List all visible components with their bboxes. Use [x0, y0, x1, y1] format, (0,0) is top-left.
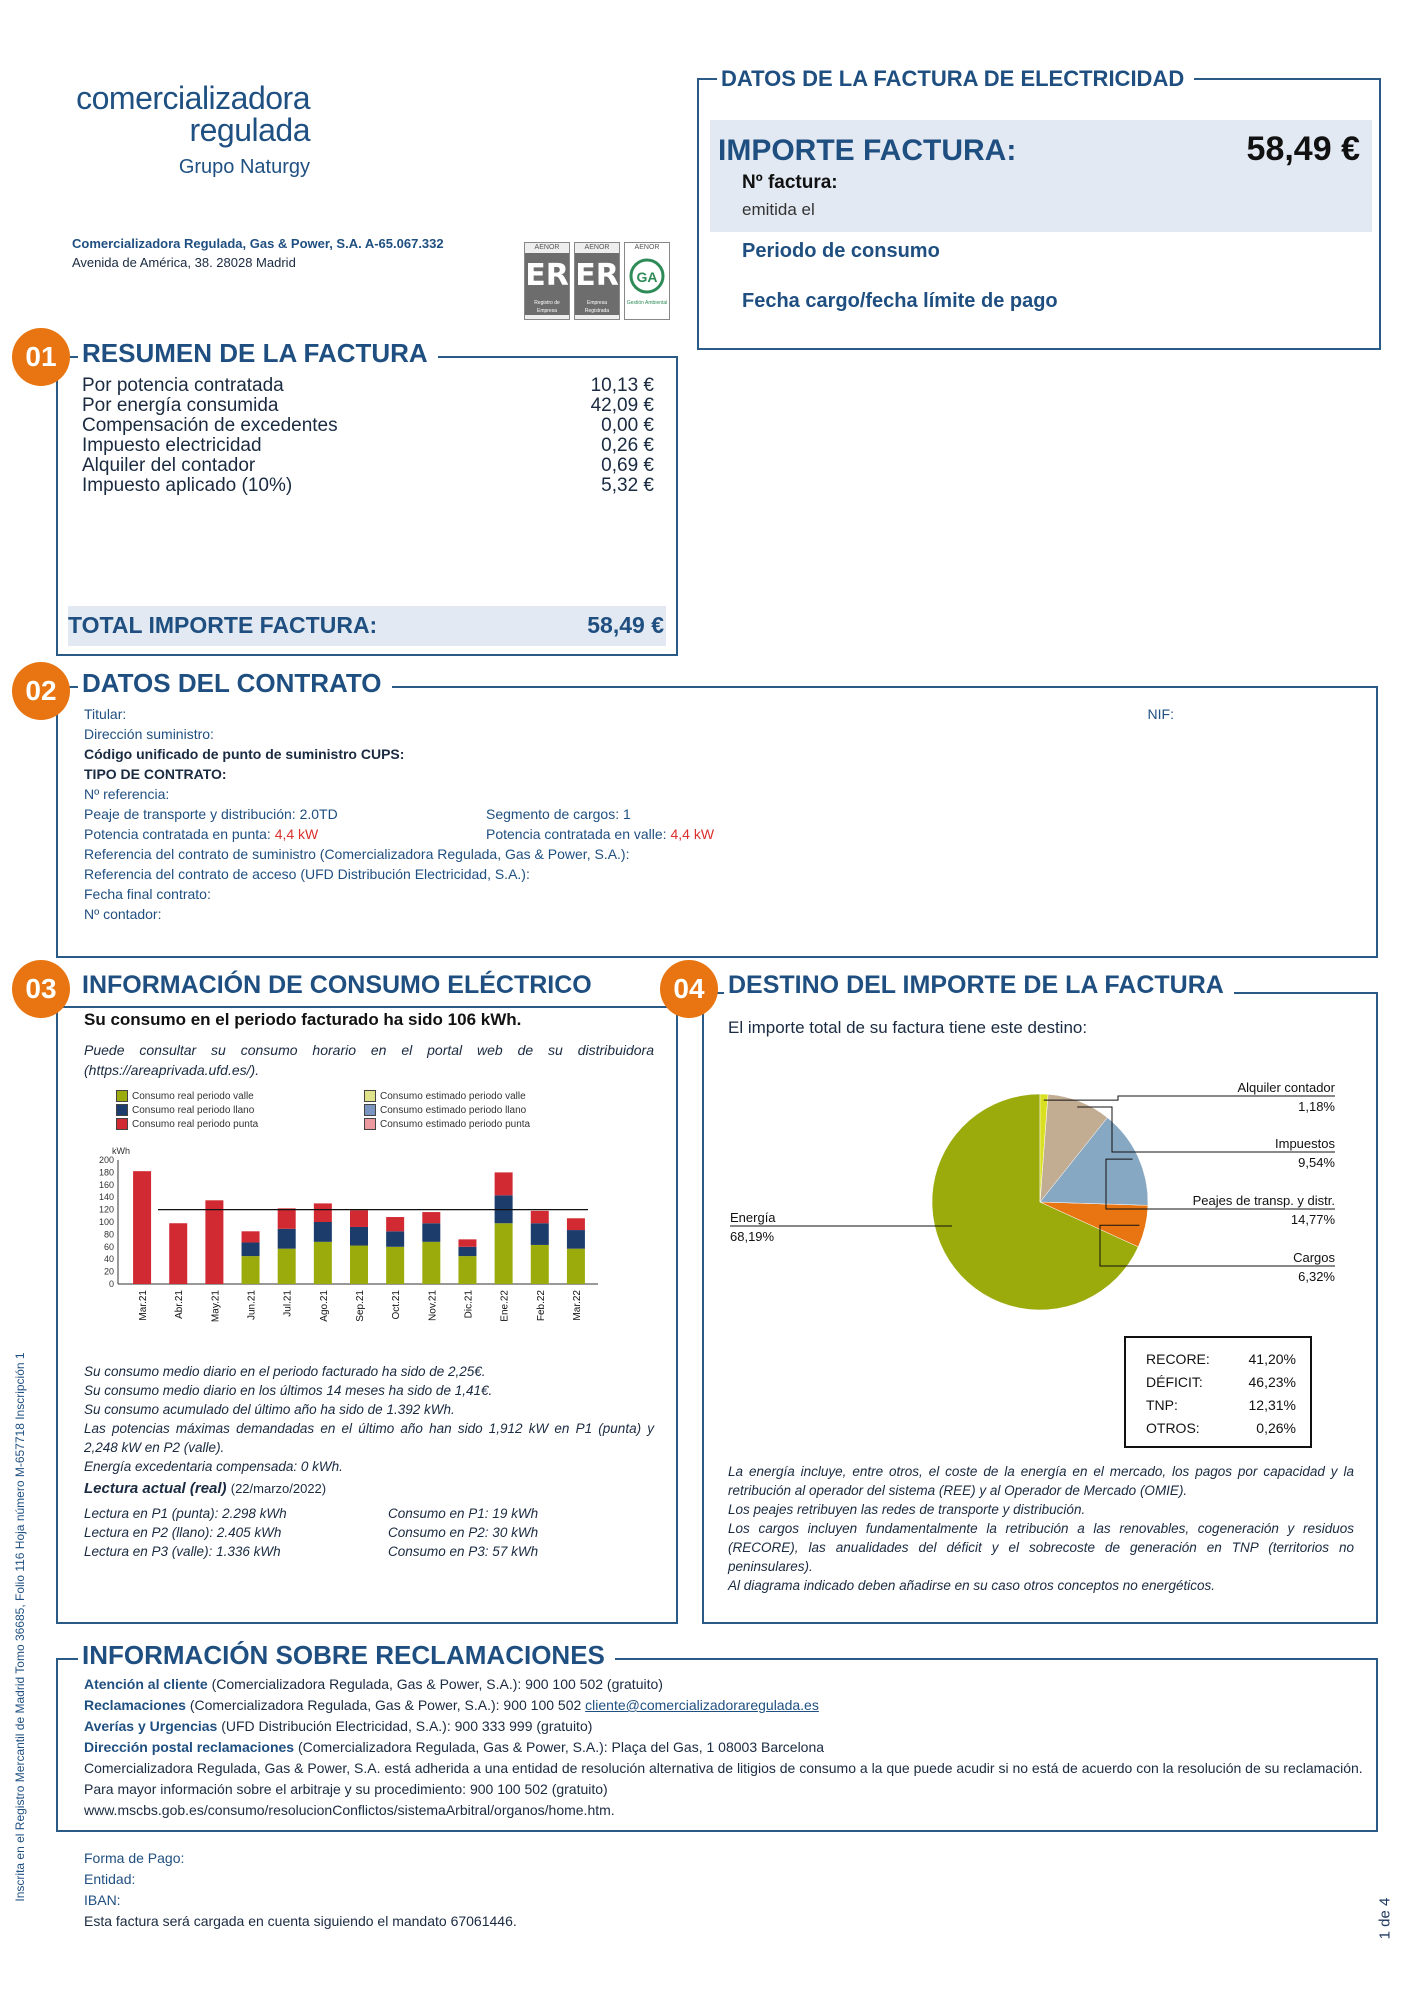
destination-pie-chart — [720, 1070, 1370, 1340]
bar-segment — [422, 1212, 440, 1223]
stat-line: Su consumo medio diario en el periodo facturado ha sido de 2,25€. — [84, 1364, 486, 1379]
legend-item: Consumo real periodo llano — [116, 1104, 364, 1118]
x-tick-label: Mar.21 — [138, 1290, 150, 1321]
reference-label: Nº referencia: — [84, 786, 170, 802]
bar-segment — [278, 1208, 296, 1228]
bar-segment — [278, 1229, 296, 1249]
bar-segment — [495, 1223, 513, 1284]
pie-value: 9,54% — [1298, 1155, 1335, 1170]
meter-number-label: Nº contador: — [84, 906, 162, 922]
supply-contract-ref: Referencia del contrato de suministro (Comercializadora Regulada, Gas & Power, S.A.): — [84, 846, 630, 862]
contract-end-label: Fecha final contrato: — [84, 886, 211, 902]
valley-power-label: Potencia contratada en valle: — [486, 826, 671, 842]
pie-label: Alquiler contador — [1237, 1080, 1335, 1095]
payment-details — [84, 1848, 517, 1932]
legend-item: Consumo real periodo punta — [116, 1118, 364, 1132]
section-badge-03: 03 — [12, 960, 70, 1018]
x-tick-label: Feb.22 — [535, 1290, 547, 1322]
x-tick-label: Sep.21 — [355, 1290, 366, 1322]
iban-label: IBAN: — [84, 1892, 121, 1908]
arbitration-text: Comercializadora Regulada, Gas & Power, S.A. está adherida a una entidad de resolución alternativa de litigios de consumo a la que puede acudir si no está de acuerdo con la resolución de su reclamación. Para mayor información sobre el arbitraje y su procedimiento: 900 100 502 (gratuito) — [84, 1760, 1363, 1797]
x-tick-label: Oct.21 — [391, 1290, 403, 1320]
peak-power-label: Potencia contratada en punta: — [84, 826, 275, 842]
contract-type-label: TIPO DE CONTRATO: — [84, 766, 227, 782]
x-tick-label: Ene.22 — [499, 1290, 511, 1322]
consumption-period-label: Periodo de consumo — [742, 240, 940, 262]
consumption-by-period — [388, 1504, 538, 1561]
recore-table — [1124, 1336, 1312, 1448]
x-tick-label: May.21 — [210, 1290, 222, 1323]
reading-title: Lectura actual (real) (22/marzo/2022) — [84, 1480, 327, 1497]
recore-row: DÉFICIT: 46,23% — [1146, 1374, 1296, 1390]
summary-items — [82, 376, 654, 496]
bar-segment — [314, 1203, 332, 1222]
summary-total-label: TOTAL IMPORTE FACTURA: — [68, 612, 378, 638]
valley-power-value: 4,4 kW — [670, 826, 715, 842]
bar-segment — [386, 1247, 404, 1284]
bar-segment — [458, 1239, 476, 1246]
legend-swatch-real-valle — [116, 1090, 128, 1102]
bar-segment — [242, 1231, 260, 1242]
payment-method-label: Forma de Pago: — [84, 1850, 185, 1866]
legend-item: Consumo estimado periodo valle — [364, 1090, 530, 1104]
bar-segment — [242, 1256, 260, 1284]
brand-line-1: comercializadora — [76, 80, 310, 116]
consumption-headline: Su consumo en el periodo facturado ha sido 106 kWh. — [84, 1010, 522, 1029]
recore-row: OTROS: 0,26% — [1146, 1420, 1296, 1436]
bar-segment — [386, 1231, 404, 1247]
summary-row: Impuesto electricidad 0,26 € — [82, 435, 654, 456]
bar-segment — [458, 1256, 476, 1284]
legend-swatch-real-llano — [116, 1104, 128, 1116]
y-tick-label: 100 — [98, 1217, 114, 1227]
note-line: Al diagrama indicado deben añadirse en su caso otros conceptos no energéticos. — [728, 1578, 1216, 1593]
bar-segment — [458, 1247, 476, 1256]
consumption-consult-note: Puede consultar su consumo horario en el portal web de su distribuidora (https://areaprivada.ufd.es/). — [84, 1042, 654, 1078]
pie-label: Cargos — [1293, 1250, 1335, 1265]
y-tick-label: 40 — [103, 1254, 114, 1265]
summary-row: Impuesto aplicado (10%) 5,32 € — [82, 475, 654, 496]
consumption-line: Consumo en P1: 19 kWh — [388, 1506, 539, 1521]
bar-segment — [495, 1172, 513, 1195]
bar-segment — [567, 1230, 585, 1249]
legend-item: Consumo real periodo valle — [116, 1090, 364, 1104]
access-contract-ref: Referencia del contrato de acceso (UFD Distribución Electricidad, S.A.): — [84, 866, 530, 882]
stat-line: Su consumo medio diario en los últimos 14 meses ha sido de 1,41€. — [84, 1383, 493, 1398]
summary-row: Por potencia contratada 10,13 € — [82, 375, 654, 396]
legend-swatch-est-valle — [364, 1090, 376, 1102]
summary-row: Por energía consumida 42,09 € — [82, 395, 654, 416]
y-tick-label: 80 — [103, 1229, 114, 1240]
bar-segment — [242, 1242, 260, 1256]
consumption-bar-chart — [80, 1134, 620, 1354]
reading-line: Lectura en P2 (llano): 2.405 kWh — [84, 1525, 282, 1540]
bar-segment — [350, 1210, 368, 1227]
note-line: La energía incluye, entre otros, el coste de la energía en el mercado, los pagos por capacidad y la retribución al operador del sistema (REE) y al Operador de Mercado (OMIE). — [728, 1464, 1354, 1498]
y-tick-label: 0 — [108, 1279, 114, 1289]
stat-line: Energía excedentaria compensada: 0 kWh. — [84, 1459, 343, 1474]
invoice-amount-label: IMPORTE FACTURA: — [718, 134, 1017, 167]
x-tick-label: Dic.21 — [463, 1290, 475, 1319]
x-tick-label: Jul.21 — [282, 1290, 294, 1317]
pie-value: 6,32% — [1298, 1269, 1335, 1284]
claims-title: INFORMACIÓN SOBRE RECLAMACIONES — [78, 1640, 615, 1670]
pie-value: 1,18% — [1298, 1099, 1335, 1114]
bar-segment — [133, 1171, 151, 1284]
brand-line-2: regulada — [189, 112, 310, 148]
arbitration-url: www.mscbs.gob.es/consumo/resolucionConflictos/sistemaArbitral/organos/home.htm. — [84, 1802, 615, 1818]
section-badge-01: 01 — [12, 328, 70, 386]
legend-item: Consumo estimado periodo punta — [364, 1118, 530, 1132]
pie-leader-line — [1044, 1096, 1335, 1100]
x-tick-label: Mar.22 — [571, 1290, 583, 1321]
consumption-title: INFORMACIÓN DE CONSUMO ELÉCTRICO — [78, 970, 602, 1000]
destination-notes — [728, 1462, 1354, 1595]
legend-item: Consumo estimado periodo llano — [364, 1104, 530, 1118]
contract-title: DATOS DEL CONTRATO — [78, 668, 392, 698]
supply-address-label: Dirección suministro: — [84, 726, 214, 742]
section-badge-02: 02 — [12, 662, 70, 720]
brand-line-3: Grupo Naturgy — [178, 156, 310, 178]
nif-label: NIF: — [1147, 706, 1174, 722]
bar-segment — [567, 1249, 585, 1284]
bar-segment — [278, 1249, 296, 1284]
recore-row: RECORE: 41,20% — [1146, 1351, 1296, 1367]
pie-label: Energía — [730, 1210, 776, 1225]
bar-segment — [531, 1211, 549, 1223]
y-tick-label: 140 — [98, 1192, 114, 1203]
readings-list — [84, 1504, 287, 1561]
bar-segment — [567, 1218, 585, 1230]
page-number: 1 de 4 — [1376, 1897, 1394, 1940]
charge-date-label: Fecha cargo/fecha límite de pago — [742, 290, 1058, 312]
svg-text:GA: GA — [636, 269, 658, 285]
stat-line: Su consumo acumulado del último año ha sido de 1.392 kWh. — [84, 1402, 455, 1417]
x-tick-label: Nov.21 — [427, 1290, 439, 1321]
x-tick-label: Ago.21 — [318, 1290, 330, 1322]
consumption-line: Consumo en P3: 57 kWh — [388, 1544, 539, 1559]
bar-segment — [531, 1223, 549, 1245]
destination-intro: El importe total de su factura tiene este destino: — [728, 1018, 1088, 1037]
claims-details: Atención al cliente (Comercializadora Regulada, Gas & Power, S.A.): 900 100 502 (gratuito) Reclamaciones (Comercializadora Regulada, Gas & Power, S.A.): 900 100 502 cliente@comercializadoraregulada.es Averías y Urgencias (UFD Distribución Electricidad, S.A.): 900 333 999 (gratuito) Dirección postal reclamaciones (Comercializadora Regulada, Gas & Power, S.A.): Plaça del Gas, 1 08003 Barcelona Comercializadora Regulada, Gas & Power, S.A. está adherida a una entidad de resolución alternativa de litigios de consumo a la que puede acudir si no está de acuerdo con la resolución de su reclamación. Para mayor información sobre el arbitraje y su procedimiento: 900 100 502 (gratuito) www.mscbs.gob.es/consumo/resolucionConflictos/sistemaArbitral/organos/home.htm. — [84, 1674, 1364, 1821]
y-axis-unit: kWh — [112, 1146, 130, 1156]
bank-entity-label: Entidad: — [84, 1871, 136, 1887]
reading-line: Lectura en P1 (punta): 2.298 kWh — [84, 1506, 287, 1521]
invoice-issued-label: emitida el — [742, 200, 815, 219]
brand-logo — [60, 82, 310, 184]
bar-segment — [205, 1200, 223, 1284]
bar-segment — [422, 1242, 440, 1284]
bar-segment — [314, 1222, 332, 1242]
y-tick-label: 120 — [98, 1204, 114, 1215]
mandate-text: Esta factura será cargada en cuenta siguiendo el mandato 67061446. — [84, 1913, 517, 1929]
y-tick-label: 200 — [98, 1155, 114, 1165]
y-tick-label: 20 — [103, 1266, 114, 1277]
aenor-cert-1-icon: AENOR ER Registro de Empresa — [524, 242, 570, 320]
y-tick-label: 160 — [98, 1179, 114, 1190]
bar-segment — [422, 1223, 440, 1242]
consumption-stats — [84, 1362, 654, 1476]
cups-label: Código unificado de punto de suministro CUPS: — [84, 746, 405, 762]
note-line: Los peajes retribuyen las redes de transporte y distribución. — [728, 1502, 1086, 1517]
summary-title: RESUMEN DE LA FACTURA — [78, 338, 438, 368]
invoice-number-label: Nº factura: — [742, 172, 838, 193]
contract-details — [84, 704, 1354, 924]
bar-segment — [350, 1227, 368, 1246]
pie-label: Peajes de transp. y distr. — [1192, 1193, 1335, 1208]
legend-swatch-est-llano — [364, 1104, 376, 1116]
consumption-line: Consumo en P2: 30 kWh — [388, 1525, 539, 1540]
x-tick-label: Jun.21 — [246, 1290, 258, 1321]
pie-label: Impuestos — [1275, 1136, 1335, 1151]
invoice-data-title: DATOS DE LA FACTURA DE ELECTRICIDAD — [717, 64, 1194, 94]
summary-total-value: 58,49 € — [587, 612, 664, 638]
summary-row: Compensación de excedentes 0,00 € — [82, 415, 654, 436]
recore-row: TNP: 12,31% — [1146, 1397, 1296, 1413]
aenor-cert-3-icon: AENOR GA Gestión Ambiental — [624, 242, 670, 320]
claims-email-link[interactable]: cliente@comercializadoraregulada.es — [585, 1697, 819, 1713]
bar-segment — [531, 1245, 549, 1284]
legend-swatch-est-punta — [364, 1118, 376, 1130]
holder-label: Titular: — [84, 706, 127, 722]
segment-label: Segmento de cargos: 1 — [486, 806, 631, 822]
bar-segment — [386, 1217, 404, 1231]
registry-sidebar-text: Inscrita en el Registro Mercantil de Madrid Tomo 36685, Folio 116 Hoja número M-657718 Inscripción 1 — [13, 1352, 27, 1902]
stat-line: Las potencias máximas demandadas en el último año han sido 1,912 kW en P1 (punta) y 2,248 kW en P2 (valle). — [84, 1421, 654, 1455]
chart-legend — [116, 1090, 636, 1132]
bar-segment — [169, 1223, 187, 1284]
y-tick-label: 60 — [103, 1241, 114, 1252]
peak-power-value: 4,4 kW — [274, 826, 319, 842]
legend-swatch-real-punta — [116, 1118, 128, 1130]
aenor-cert-2-icon: AENOR ER Empresa Registrada — [574, 242, 620, 320]
pie-value: 68,19% — [730, 1229, 775, 1244]
bar-segment — [314, 1242, 332, 1284]
pie-value: 14,77% — [1290, 1212, 1335, 1227]
destination-title: DESTINO DEL IMPORTE DE LA FACTURA — [724, 970, 1234, 1000]
y-tick-label: 180 — [98, 1167, 114, 1178]
company-name: Comercializadora Regulada, Gas & Power, S.A. A-65.067.332 — [72, 236, 444, 251]
invoice-amount-value: 58,49 € — [1246, 130, 1360, 168]
section-badge-04: 04 — [660, 960, 718, 1018]
reading-line: Lectura en P3 (valle): 1.336 kWh — [84, 1544, 281, 1559]
summary-row: Alquiler del contador 0,69 € — [82, 455, 654, 476]
x-tick-label: Abr.21 — [174, 1290, 186, 1319]
note-line: Los cargos incluyen fundamentalmente la retribución a las renovables, cogeneración y residuos (RECORE), las anualidades del déficit y el sobrecoste de generación en TNP (territorios no peninsulares). — [728, 1521, 1354, 1574]
bar-segment — [350, 1246, 368, 1284]
toll-label: Peaje de transporte y distribución: 2.0TD — [84, 806, 338, 822]
company-address: Avenida de América, 38. 28028 Madrid — [72, 255, 296, 270]
